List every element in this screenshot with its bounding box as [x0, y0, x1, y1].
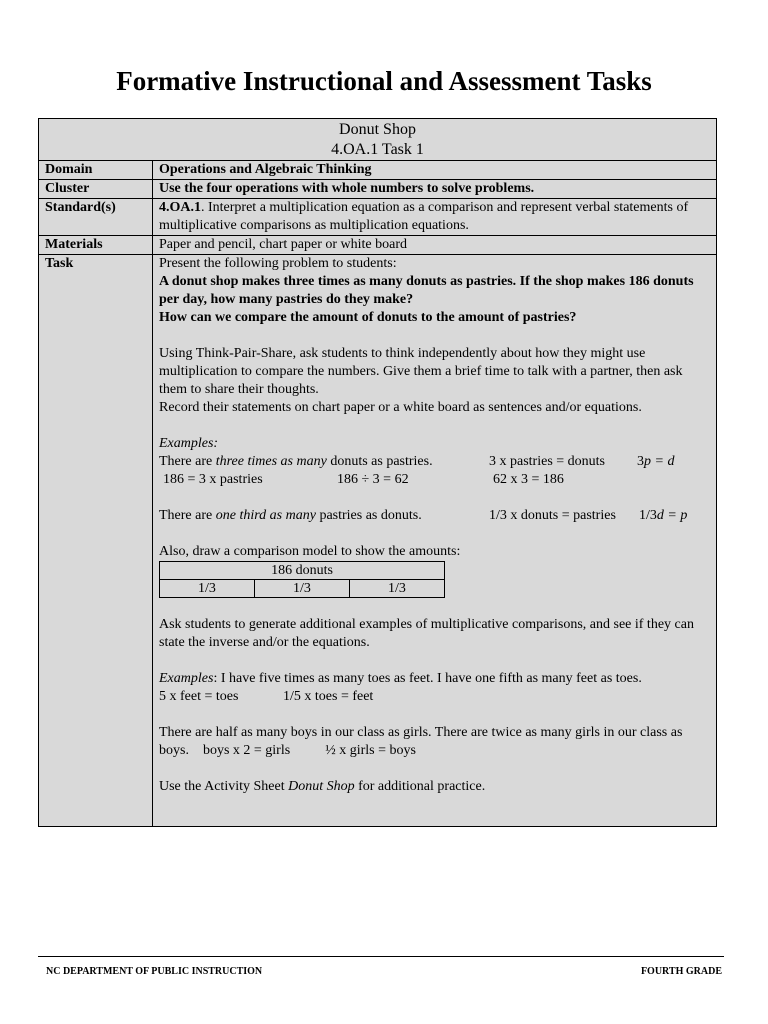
standard-value: [153, 199, 716, 235]
task-content: [153, 255, 716, 827]
row-task: [39, 255, 716, 827]
comparison-model: [159, 561, 445, 598]
example-2-c: 62 x 3 = 186: [493, 472, 564, 487]
task-header: [39, 119, 716, 161]
example-1-eq1: 3 x pastries = donuts: [489, 454, 605, 469]
examples-label: Examples:: [159, 436, 219, 451]
footer-divider: [38, 956, 724, 957]
examples-2-eq2: 1/5 x toes = feet: [283, 689, 374, 704]
model-parts: [160, 580, 444, 597]
standard-label: Standard(s): [39, 199, 153, 235]
cluster-label: Cluster: [39, 180, 153, 198]
domain-label: Domain: [39, 161, 153, 179]
task-problem-1: A donut shop makes three times as many donuts as pastries. If the shop makes 186 donuts per day, how many pastries do they make?: [159, 274, 694, 307]
domain-value: Operations and Algebraic Thinking: [159, 162, 372, 177]
activity-sheet: Use the Activity Sheet Donut Shop for additional practice.: [159, 779, 486, 794]
row-materials: [39, 236, 716, 255]
model-part: 1/3: [254, 580, 349, 597]
example-2-row: [159, 471, 710, 489]
task-label: Task: [39, 255, 153, 827]
footer-department: NC DEPARTMENT OF PUBLIC INSTRUCTION: [46, 966, 263, 977]
examples-2-eq1: 5 x feet = toes: [159, 689, 239, 704]
example-2-b: 186 ÷ 3 = 62: [337, 472, 409, 487]
task-code: 4.OA.1 Task 1: [331, 141, 424, 158]
task-intro: Present the following problem to students:: [159, 256, 397, 271]
model-part: 1/3: [198, 581, 216, 596]
task-name: Donut Shop: [339, 121, 416, 138]
example-1-sentence: There are three times as many donuts as pastries.: [159, 454, 433, 469]
materials-value: Paper and pencil, chart paper or white board: [159, 237, 408, 252]
standard-code: 4.OA.1: [159, 200, 201, 215]
example-3-row: [159, 507, 710, 525]
row-domain: [39, 161, 716, 180]
example-1-row: [159, 453, 710, 471]
boys-girls: There are half as many boys in our class as girls. There are twice as many girls in our class as boys. boys x 2 = girls ½ x girls = boys: [159, 725, 683, 758]
generate-examples: Ask students to generate additional examples of multiplicative comparisons, and see if they can state the inverse and/or the equations.: [159, 617, 694, 650]
page-title: Formative Instructional and Assessment Tasks: [116, 66, 652, 96]
example-3-eq1: 1/3 x donuts = pastries: [489, 508, 616, 523]
example-3-eq2: 1/3d = p: [639, 508, 688, 523]
record-statements: Record their statements on chart paper or a white board as sentences and/or equations.: [159, 400, 642, 415]
footer-grade: FOURTH GRADE: [640, 966, 722, 977]
materials-label: Materials: [39, 236, 153, 254]
example-1-eq2: 3p = d: [637, 454, 675, 469]
cluster-value: Use the four operations with whole numbers to solve problems.: [159, 181, 535, 196]
examples-2-eqs: [159, 688, 710, 706]
row-standard: [39, 199, 716, 236]
example-3-sentence: There are one third as many pastries as donuts.: [159, 508, 422, 523]
example-2-a: 186 = 3 x pastries: [163, 472, 263, 487]
think-pair-share: Using Think-Pair-Share, ask students to think independently about how they might use multiplication to compare the numbers. Give them a brief time to talk with a partner, then ask them to share their thoughts.: [159, 346, 683, 397]
row-cluster: [39, 180, 716, 199]
model-part: 1/3: [349, 580, 444, 597]
task-problem-2: How can we compare the amount of donuts to the amount of pastries?: [159, 310, 577, 325]
model-intro: Also, draw a comparison model to show the amounts:: [159, 544, 461, 559]
standard-text: . Interpret a multiplication equation as a comparison and represent verbal statements of multiplicative comparisons as multiplication equations.: [159, 200, 689, 233]
model-total: 186 donuts: [160, 562, 444, 580]
task-table: [38, 118, 717, 827]
examples-2: Examples: I have five times as many toes as feet. I have one fifth as many feet as toes.: [159, 671, 642, 686]
